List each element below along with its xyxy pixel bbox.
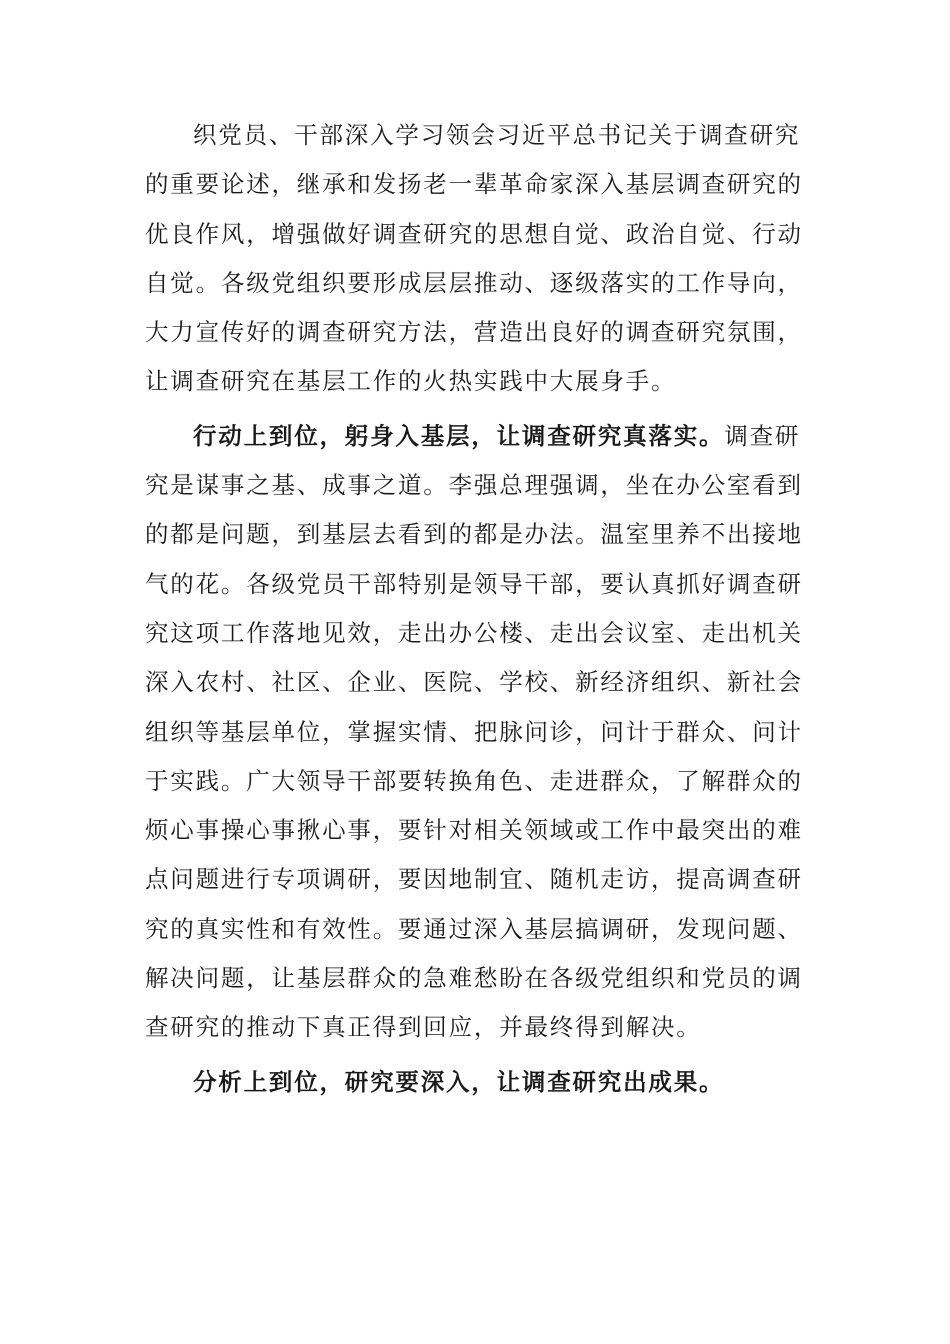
document-body	[145, 111, 810, 1107]
text-line: 究是谋事之基、成事之道。李强总理强调，坐在办公室看到	[145, 471, 803, 500]
paragraph-1	[145, 111, 810, 407]
text-line: 织党员、干部深入学习领会习近平总书记关于调查研究	[193, 121, 801, 149]
text-line: 的重要论述，继承和发扬老一辈革命家深入基层调查研究的	[145, 170, 803, 199]
text-line: 究这项工作落地见效，走出办公楼、走出会议室、走出机关	[145, 618, 803, 647]
text-line: 究的真实性和有效性。要通过深入基层搞调研，发现问题、	[145, 914, 803, 943]
text-line: 烦心事操心事揪心事，要针对相关领域或工作中最突出的难	[145, 816, 803, 845]
text-line: 解决问题，让基层群众的急难愁盼在各级党组织和党员的调	[145, 964, 803, 993]
paragraph-2	[145, 412, 810, 1053]
section-heading: 分析上到位，研究要深入，让调查研究出成果。	[193, 1067, 725, 1096]
text-line: 于实践。广大领导干部要转换角色、走进群众，了解群众的	[145, 766, 803, 795]
text-line: 点问题进行专项调研，要因地制宜、随机走访，提高调查研	[145, 865, 803, 894]
text-line: 深入农村、社区、企业、医院、学校、新经济组织、新社会	[145, 668, 803, 697]
text-line: 气的花。各级党员干部特别是领导干部，要认真抓好调查研	[145, 569, 803, 598]
text-line: 优良作风，增强做好调查研究的思想自觉、政治自觉、行动	[145, 219, 803, 248]
section-heading: 行动上到位，躬身入基层，让调查研究真落实。	[193, 421, 725, 450]
text-line: 自觉。各级党组织要形成层层推动、逐级落实的工作导向，	[145, 268, 803, 297]
text-line	[145, 412, 810, 461]
paragraph-3	[145, 1058, 810, 1107]
text-line: 让调查研究在基层工作的火热实践中大展身手。	[145, 367, 677, 396]
text-line: 查研究的推动下真正得到回应，并最终得到解决。	[145, 1013, 702, 1042]
text-line: 的都是问题，到基层去看到的都是办法。温室里养不出接地	[145, 520, 803, 549]
text-line: 大力宣传好的调查研究方法，营造出良好的调查研究氛围，	[145, 318, 803, 347]
text-line: 组织等基层单位，掌握实情、把脉问诊，问计于群众、问计	[145, 717, 803, 746]
text-run: 调查研	[724, 421, 801, 450]
